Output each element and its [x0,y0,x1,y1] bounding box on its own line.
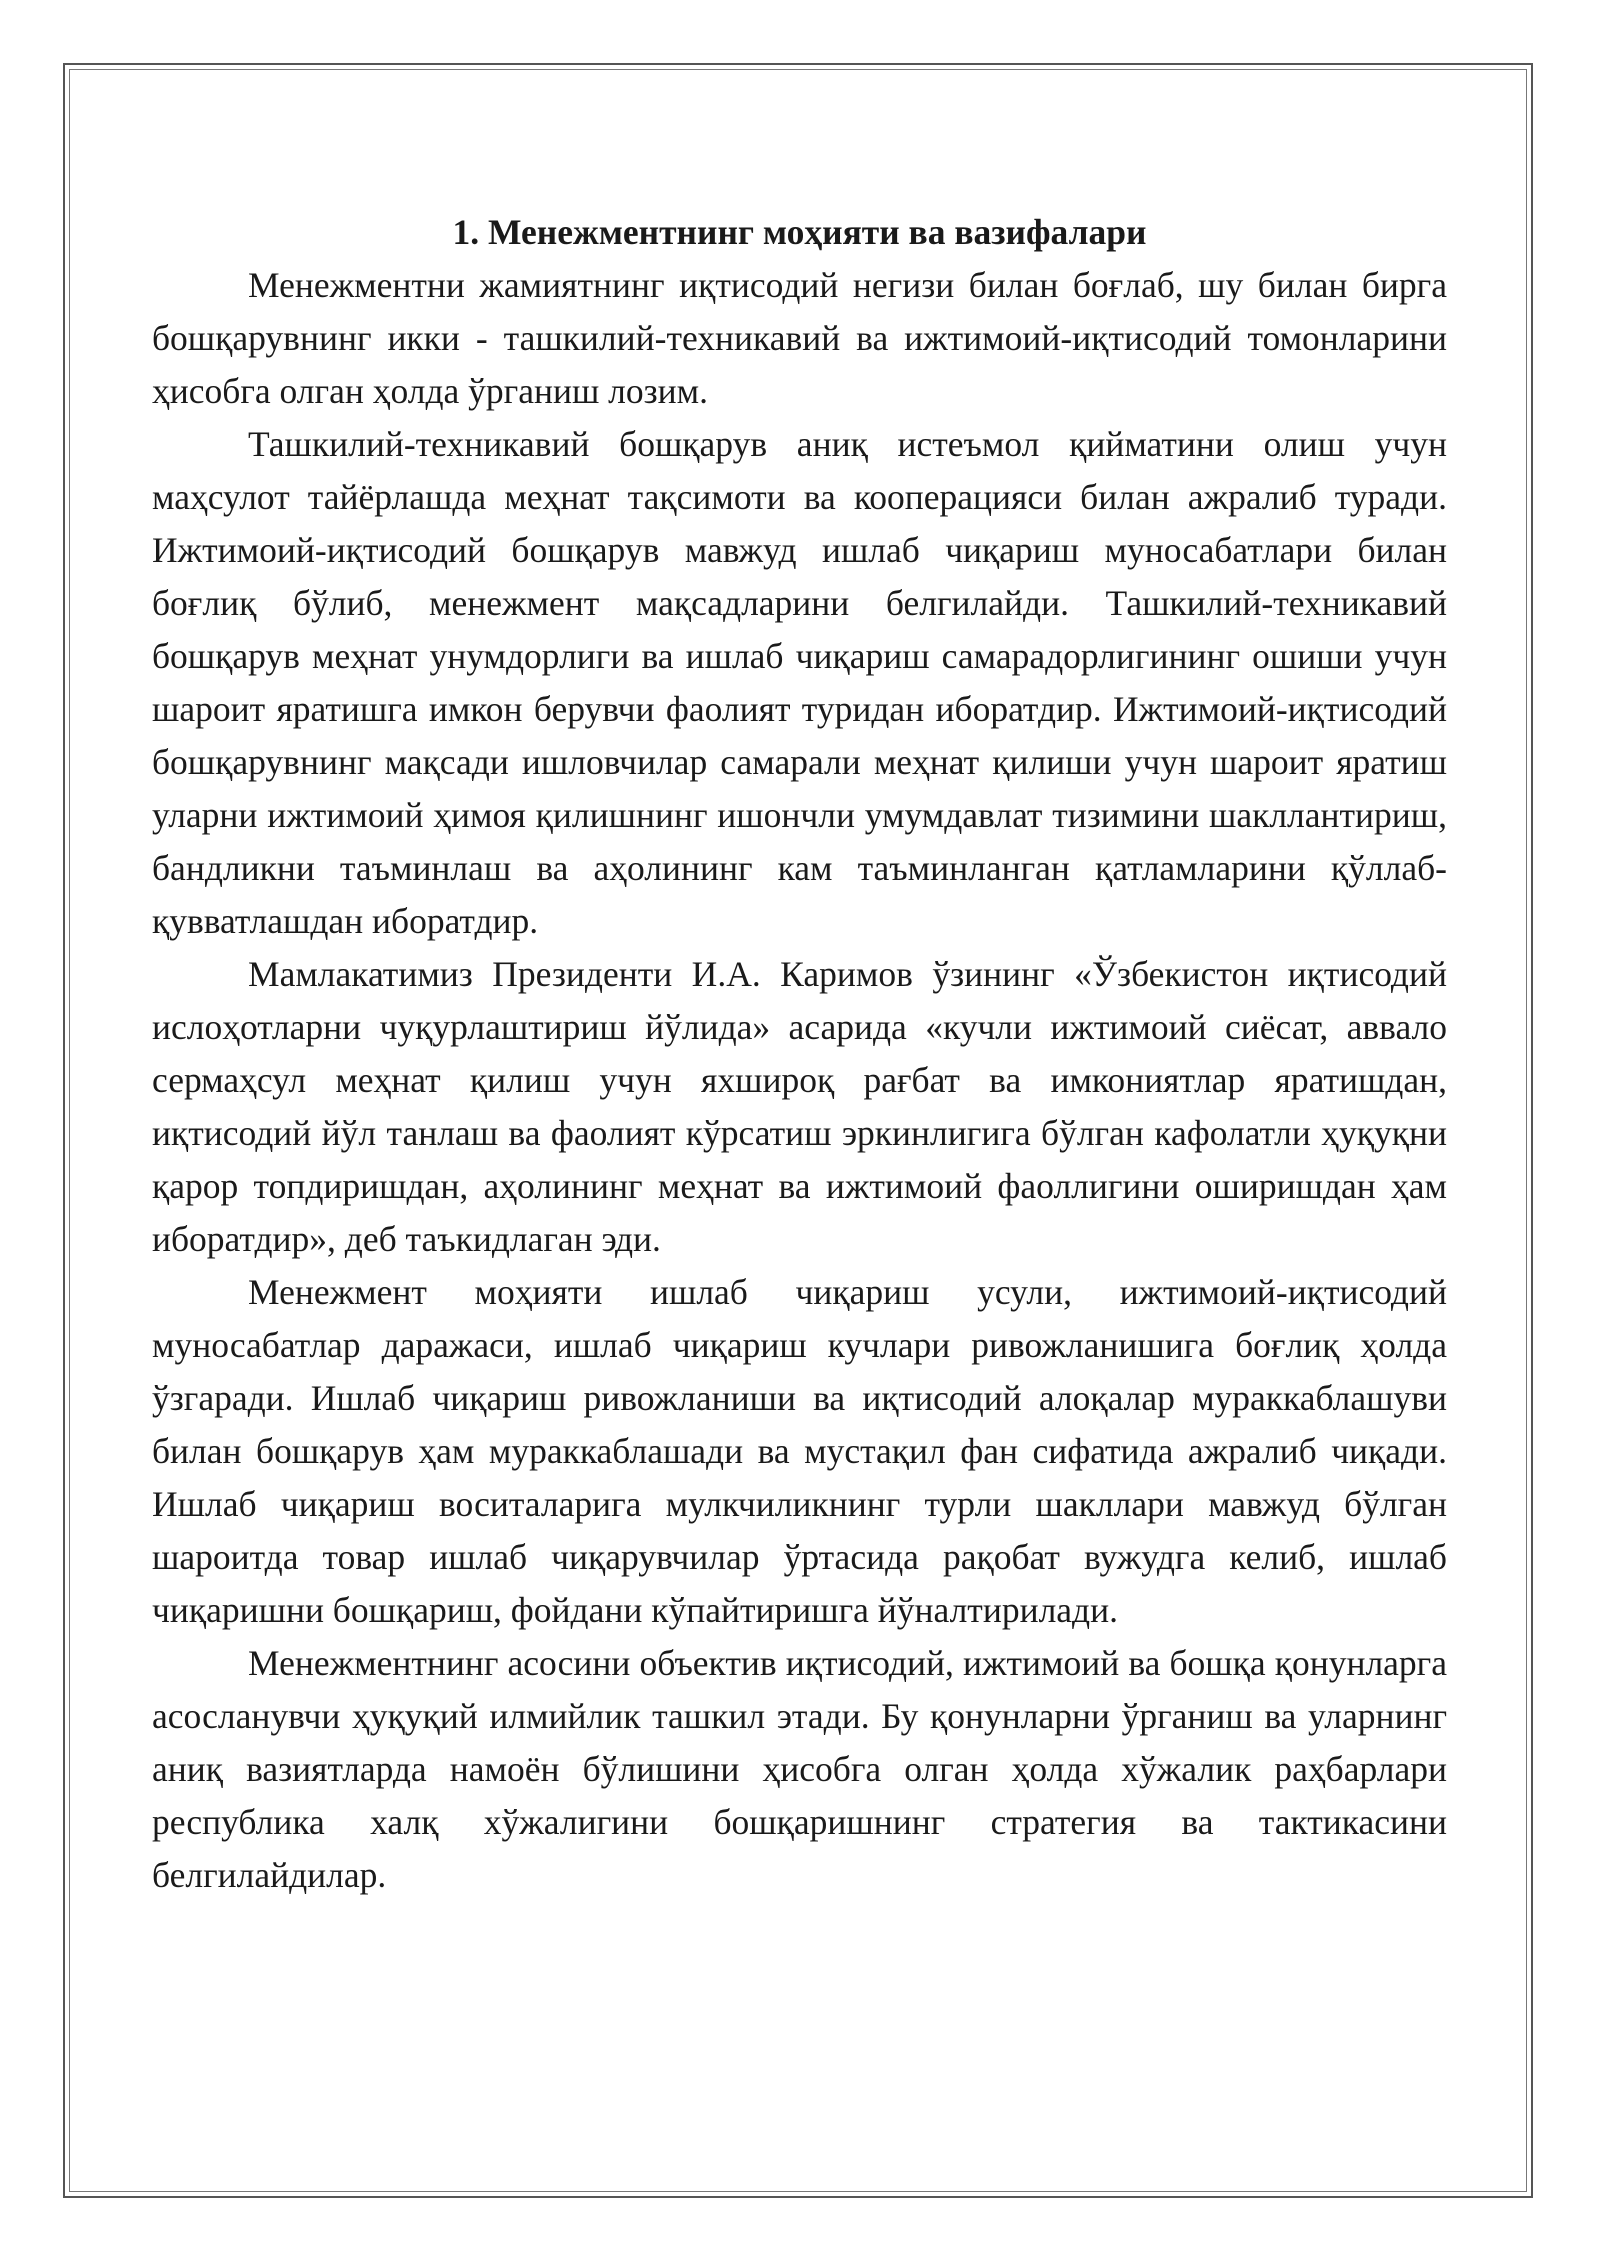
paragraph: Менежмент моҳияти ишлаб чиқариш усули, ижтимоий-иқтисодий муносабатлар даражаси, ишлаб чиқариш кучлари ривожланишига боғлиқ ҳолда ўзгаради. Ишлаб чиқариш ривожланиши ва иқтисодий алоқалар мураккаблашуви билан бошқарув ҳам мураккаблашади ва мустақил фан сифатида ажралиб чиқади. Ишлаб чиқариш воситаларига мулкчиликнинг турли шакллари мавжуд бўлган шароитда товар ишлаб чиқарувчилар ўртасида рақобат вужудга келиб, ишлаб чиқаришни бошқариш, фойдани кўпайтиришга йўналтирилади. [152,1272,1447,1630]
paragraph: Мамлакатимиз Президенти И.А. Каримов ўзининг «Ўзбекистон иқтисодий ислоҳотларни чуқурлаштириш йўлида» асарида «кучли ижтимоий сиёсат, аввало сермаҳсул меҳнат қилиш учун яхшироқ рағбат ва имкониятлар яратишдан, иқтисодий йўл танлаш ва фаолият кўрсатиш эркинлигига бўлган кафолатли ҳуқуқни қарор топдиришдан, аҳолининг меҳнат ва ижтимоий фаоллигини оширишдан ҳам иборатдир», деб таъкидлаган эди. [152,954,1447,1259]
paragraph: Ташкилий-техникавий бошқарув аниқ истеъмол қийматини олиш учун маҳсулот тайёрлашда меҳнат тақсимоти ва кооперацияси билан ажралиб туради. Ижтимоий-иқтисодий бошқарув мавжуд ишлаб чиқариш муносабатлари билан боғлиқ бўлиб, менежмент мақсадларини белгилайди. Ташкилий-техникавий бошқарув меҳнат унумдорлиги ва ишлаб чиқариш самарадорлигининг ошиши учун шароит яратишга имкон берувчи фаолият туридан иборатдир. Ижтимоий-иқтисодий бошқарувнинг мақсади ишловчилар самарали меҳнат қилиши учун шароит яратиш уларни ижтимоий ҳимоя қилишнинг ишончли умумдавлат тизимини шакллантириш, бандликни таъминлаш ва аҳолининг кам таъминланган қатламларини қўллаб-қувватлашдан иборатдир. [152,424,1447,941]
document-body [152,206,1447,1902]
paragraph: Менежментнинг асосини объектив иқтисодий, ижтимоий ва бошқа қонунларга асосланувчи ҳуқуқий илмийлик ташкил этади. Бу қонунларни ўрганиш ва уларнинг аниқ вазиятларда намоён бўлишини ҳисобга олган ҳолда хўжалик раҳбарлари республика халқ хўжалигини бошқаришнинг стратегия ва тактикасини белгилайдилар. [152,1643,1447,1895]
document-title: 1. Менежментнинг моҳияти ва вазифалари [452,212,1147,252]
paragraph: Менежментни жамиятнинг иқтисодий негизи билан боғлаб, шу билан бирга бошқарувнинг икки - ташкилий-техникавий ва ижтимоий-иқтисодий томонларини ҳисобга олган ҳолда ўрганиш лозим. [152,265,1447,411]
